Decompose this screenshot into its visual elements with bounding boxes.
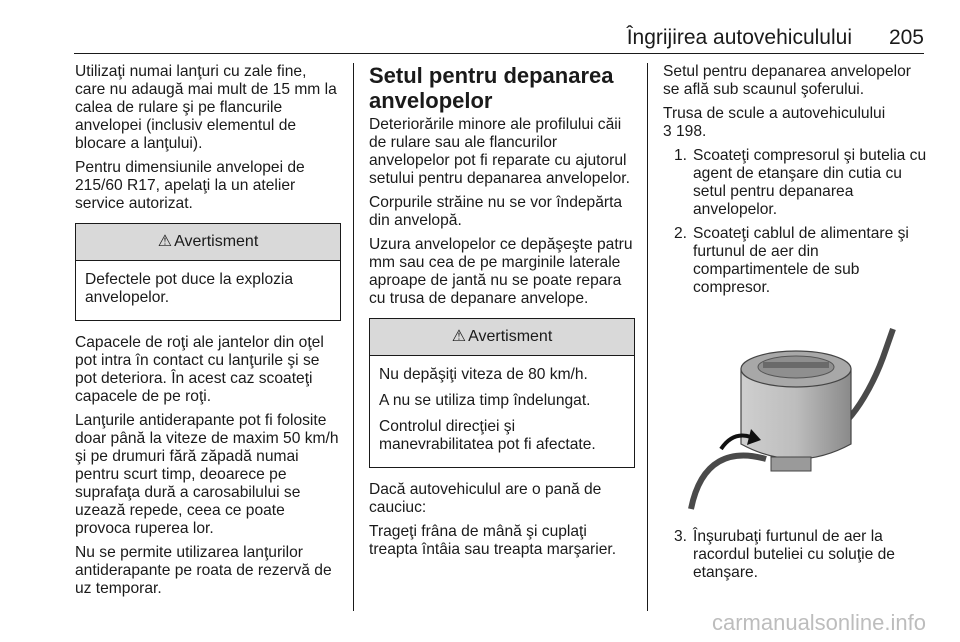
step-number: 2. (673, 225, 687, 242)
step-item (663, 147, 929, 219)
step-item (663, 225, 929, 297)
warning-text: Defectele pot duce la explozia anvelopelor. (85, 271, 294, 306)
column-left (75, 63, 341, 604)
warning-triangle-icon: ⚠ (157, 233, 173, 250)
paragraph: Uzura anvelopelor ce depăşeşte patru mm sau cea de pe marginile laterale aproape de jantă nu se poate repara cu trusa de depanare anvelope. (369, 236, 633, 307)
paragraph: Dacă autovehiculul are o pană de cauciuc: (369, 481, 602, 516)
step-text: Scoateţi cablul de alimentare şi furtunul de aer din compartimentele de sub compresor. (693, 225, 909, 296)
compressor-illustration-svg (671, 309, 917, 514)
step-number: 1. (673, 147, 687, 164)
page-header (0, 22, 960, 52)
warning-header (370, 319, 634, 356)
step-number: 3. (673, 528, 687, 545)
paragraph: Corpurile străine nu se vor îndepărta din anvelopă. (369, 194, 623, 229)
warning-line: Nu depăşiţi viteza de 80 km/h. (379, 366, 588, 383)
warning-title: Avertisment (468, 328, 553, 345)
watermark: carmanualsonline.info (711, 610, 926, 635)
paragraph: Capacele de roţi ale jantelor din oţel pot intra în contact cu lanţurile şi se pot deteriora. În acest caz scoateţi capacele de pe roţi. (75, 334, 324, 405)
warning-line: Controlul direcţiei şi manevrabilitatea pot fi afectate. (379, 418, 596, 453)
paragraph: Deteriorările minore ale profilului căii de rulare sau ale flancurilor anvelopelor pot fi reparate cu ajutorul setului pentru depanarea anvelopelor. (369, 116, 630, 187)
warning-box (369, 318, 635, 468)
air-hose (691, 456, 766, 509)
column-middle (369, 63, 635, 565)
paragraph: Utilizaţi numai lanţuri cu zale fine, care nu adaugă mai mult de 15 mm la calea de rulare şi pe flancurile anvelopei (inclusiv elementul de blocare a lanţului). (75, 63, 337, 152)
warning-body (370, 356, 634, 467)
paragraph-text: Trusa de scule a autovehiculului (663, 105, 886, 122)
step-text: Scoateţi compresorul şi butelia cu agent de etanşare din cutia cu setul pentru depanarea anvelopelor. (693, 147, 927, 218)
page-number: 205 (888, 26, 924, 49)
connector (771, 457, 811, 471)
column-right (663, 63, 929, 588)
chapter-title: Îngrijirea autovehiculului (626, 26, 852, 49)
warning-header (76, 224, 340, 261)
paragraph: Lanţurile antiderapante pot fi folosite doar până la viteze de maxim 50 km/h şi pe drumuri fără zăpadă numai pentru scurt timp, deoarece pe suprafaţa dură a carosabilului se uzează repede, ceea ce poate provoca ruperea lor. (75, 412, 339, 537)
compressor-illustration (671, 309, 917, 514)
paragraph: Nu se permite utilizarea lanţurilor antiderapante pe roata de rezervă de uz temporar. (75, 544, 332, 597)
section-heading: Setul pentru depanarea anvelopelor (369, 63, 614, 113)
warning-box (75, 223, 341, 321)
page-reference: 3 198. (663, 123, 707, 140)
column-divider (647, 63, 648, 611)
header-rule (74, 53, 924, 54)
paragraph (663, 105, 929, 141)
warning-line: A nu se utiliza timp îndelungat. (379, 392, 591, 409)
step-list (663, 147, 929, 297)
warning-title: Avertisment (174, 233, 259, 250)
step-text: Înşurubaţi furtunul de aer la racordul buteliei cu soluţie de etanşare. (693, 528, 895, 581)
paragraph: Setul pentru depanarea anvelopelor se află sub scaunul şoferului. (663, 63, 911, 98)
column-divider (353, 63, 354, 611)
warning-triangle-icon: ⚠ (451, 328, 467, 345)
warning-body (76, 261, 340, 320)
paragraph: Pentru dimensiunile anvelopei de 215/60 R17, apelaţi la un atelier service autorizat. (75, 159, 305, 212)
paragraph: Trageţi frâna de mână şi cuplaţi treapta întâia sau treapta marşarier. (369, 523, 617, 558)
step-item (663, 528, 929, 582)
